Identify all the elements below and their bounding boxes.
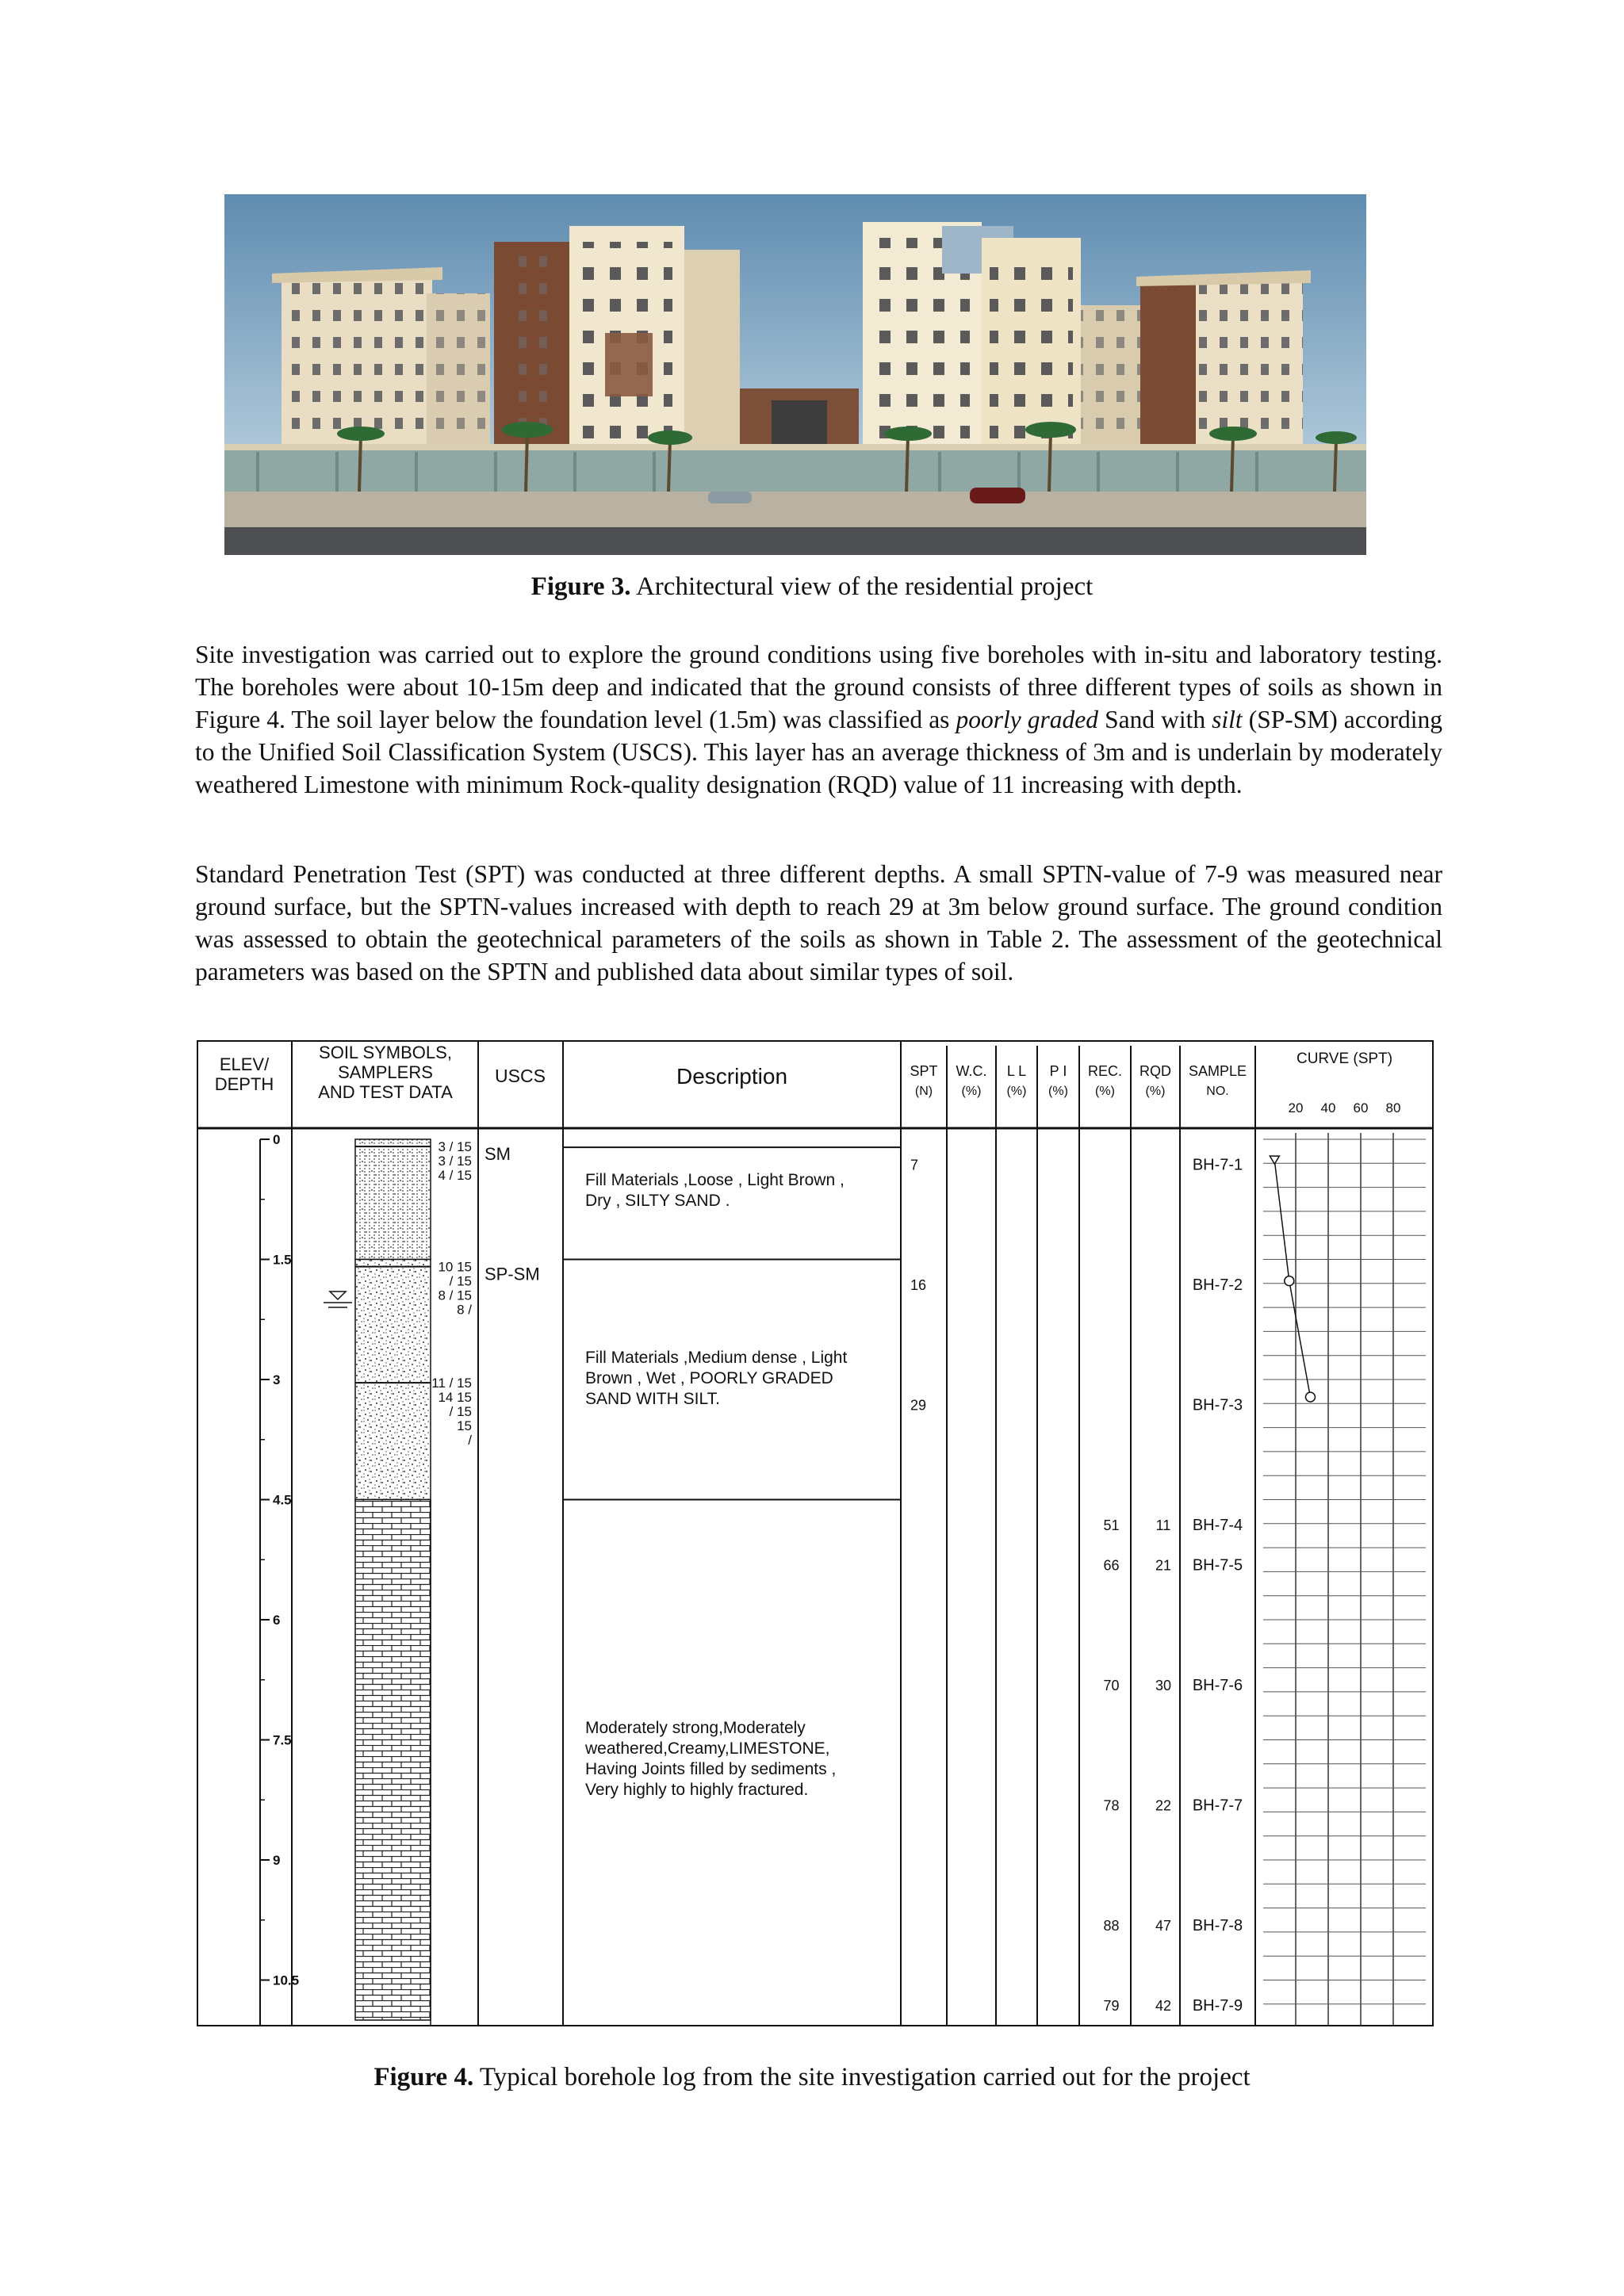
header-rec: REC.	[1087, 1063, 1123, 1079]
sample-BH-7-3: BH-7-3	[1192, 1396, 1243, 1414]
layer-description-line: SAND WITH SILT.	[585, 1390, 720, 1408]
blow-count: 11 / 15	[431, 1376, 472, 1391]
sample-BH-7-5: BH-7-5	[1192, 1556, 1243, 1575]
header-spt: SPT	[910, 1063, 938, 1079]
sample-BH-7-4: BH-7-4	[1192, 1516, 1243, 1534]
uscs-SM: SM	[485, 1144, 511, 1164]
header-spt-unit: (N)	[914, 1085, 933, 1098]
borehole-log	[197, 1035, 1434, 2027]
spt-curve-point	[1285, 1276, 1294, 1286]
blow-count: 3 / 15	[438, 1154, 472, 1169]
blow-count: /	[468, 1433, 472, 1448]
uscs-SP-SM: SP-SM	[485, 1264, 540, 1284]
header-sample-unit: NO.	[1206, 1085, 1229, 1098]
figure-4-caption	[0, 2063, 1624, 2092]
sample-BH-7-7: BH-7-7	[1192, 1797, 1243, 1815]
rec-value: 78	[1103, 1797, 1120, 1814]
blow-count: 15	[457, 1418, 472, 1434]
spt-value: 29	[910, 1397, 927, 1414]
header-pi: P I	[1049, 1063, 1067, 1079]
layer-description-line: Very highly to highly fractured.	[585, 1780, 809, 1799]
sample-BH-7-2: BH-7-2	[1192, 1276, 1243, 1294]
paragraph-1-italic-a: poorly graded	[956, 706, 1099, 733]
figure-3-caption-text: Architectural view of the residential project	[630, 572, 1094, 601]
layer-description-line: weathered,Creamy,LIMESTONE,	[585, 1739, 830, 1758]
spt-value: 7	[910, 1157, 919, 1173]
soil-layer-1	[355, 1139, 431, 1260]
blow-count: / 15	[449, 1404, 472, 1420]
paragraph-1-italic-b: silt	[1212, 706, 1243, 733]
paragraph-1-text-b: Sand with	[1098, 706, 1212, 733]
layer-description-line: Fill Materials ,Loose , Light Brown ,	[585, 1171, 845, 1189]
rec-value: 51	[1103, 1517, 1120, 1533]
header-rqd: RQD	[1139, 1063, 1171, 1079]
rec-value: 66	[1103, 1557, 1120, 1574]
spt-value: 16	[910, 1276, 927, 1293]
blow-count: 14 15	[438, 1390, 472, 1406]
header-elev: ELEV/	[219, 1054, 270, 1074]
header-samplers: SAMPLERS	[338, 1062, 433, 1082]
rqd-value: 11	[1155, 1517, 1171, 1533]
layer-description-line: Having Joints filled by sediments ,	[585, 1759, 837, 1778]
depth-label-7.5: 7.5	[273, 1732, 292, 1748]
depth-label-0: 0	[273, 1132, 281, 1147]
layer-description-line: Fill Materials ,Medium dense , Light	[585, 1349, 848, 1367]
curve-tick-60: 60	[1353, 1100, 1369, 1115]
blow-count: / 15	[449, 1273, 472, 1289]
rqd-value: 21	[1155, 1557, 1172, 1574]
header-ll: L L	[1006, 1063, 1027, 1079]
layer-description-line: Moderately strong,Moderately	[585, 1718, 806, 1737]
layer-description-line: Brown , Wet , POORLY GRADED	[585, 1369, 833, 1387]
header-test-data: AND TEST DATA	[318, 1082, 453, 1102]
depth-label-10.5: 10.5	[273, 1973, 300, 1988]
rqd-value: 22	[1155, 1797, 1172, 1814]
blow-count: 8 /	[457, 1302, 472, 1318]
curve-tick-20: 20	[1288, 1100, 1304, 1115]
water-table-icon	[330, 1292, 346, 1299]
blow-count: 10 15	[438, 1259, 472, 1275]
blow-count: 4 / 15	[438, 1168, 472, 1184]
figure-4-caption-text: Typical borehole log from the site investigation carried out for the project	[473, 2063, 1251, 2091]
depth-label-4.5: 4.5	[273, 1492, 292, 1508]
header-soil-symbols: SOIL SYMBOLS,	[319, 1043, 452, 1062]
rqd-value: 30	[1155, 1677, 1172, 1693]
figure-3-label: Figure 3.	[530, 572, 631, 601]
blow-count: 8 / 15	[438, 1288, 472, 1303]
depth-label-6: 6	[273, 1613, 281, 1628]
rqd-value: 42	[1155, 1997, 1172, 2014]
rec-value: 79	[1103, 1997, 1120, 2014]
rec-value: 70	[1103, 1677, 1120, 1693]
header-curve-spt: CURVE (SPT)	[1296, 1050, 1393, 1067]
sample-BH-7-9: BH-7-9	[1192, 1996, 1243, 2015]
layer-description-line: Dry , SILTY SAND .	[585, 1192, 730, 1210]
paragraph-site-investigation	[195, 638, 1442, 801]
header-wc: W.C.	[956, 1063, 987, 1079]
curve-tick-80: 80	[1385, 1100, 1401, 1115]
rqd-value: 47	[1155, 1917, 1172, 1934]
figure-3-caption	[0, 572, 1624, 602]
paragraph-spt: Standard Penetration Test (SPT) was conducted at three different depths. A small SPTN-value of 7-9 was measured near ground surface, but the SPTN-values increased with depth to reach 29 at 3m below ground surface. The ground condition was assessed to obtain the geotechnical parameters of the soils as shown in Table 2. The assessment of the geotechnical parameters was based on the SPTN and published data about similar types of soil.	[195, 860, 1442, 985]
header-rqd-unit: (%)	[1145, 1085, 1166, 1098]
header-description: Description	[676, 1064, 788, 1089]
paragraph-1-text-a: Site investigation was carried out to explore the ground conditions using five boreholes with in-situ and laboratory testing. The boreholes were about 10-15m deep and indicated that the ground consists of three different types of soils as shown in Figure 4. The soil layer below the foundation level (1.5m) was classified as	[195, 641, 1442, 733]
soil-layer-3	[355, 1500, 431, 2021]
sample-BH-7-6: BH-7-6	[1192, 1676, 1243, 1694]
sample-BH-7-1: BH-7-1	[1192, 1156, 1243, 1174]
soil-layer-2	[355, 1260, 431, 1500]
figure-4-label: Figure 4.	[373, 2063, 474, 2091]
header-sample: SAMPLE	[1188, 1063, 1247, 1079]
header-depth: DEPTH	[214, 1074, 274, 1094]
header-wc-unit: (%)	[961, 1085, 982, 1098]
header-uscs: USCS	[495, 1066, 546, 1086]
sample-BH-7-8: BH-7-8	[1192, 1916, 1243, 1934]
spt-curve-point	[1270, 1156, 1279, 1164]
depth-label-9: 9	[273, 1853, 281, 1868]
header-rec-unit: (%)	[1095, 1085, 1115, 1098]
header-ll-unit: (%)	[1006, 1085, 1027, 1098]
curve-tick-40: 40	[1320, 1100, 1336, 1115]
depth-label-1.5: 1.5	[273, 1252, 292, 1268]
header-pi-unit: (%)	[1048, 1085, 1068, 1098]
spt-curve-point	[1305, 1392, 1315, 1402]
depth-label-3: 3	[273, 1372, 281, 1387]
architectural-view-image	[224, 194, 1366, 555]
blow-count: 3 / 15	[438, 1139, 472, 1155]
paragraph-1-text-c: (SP-SM) according to the Unified Soil Classification System (USCS). This layer has an average thickness of 3m and is underlain by moderately weathered Limestone with minimum Rock-quality designation (RQD) value of 11 increasing with depth.	[195, 706, 1442, 798]
rec-value: 88	[1103, 1917, 1120, 1934]
